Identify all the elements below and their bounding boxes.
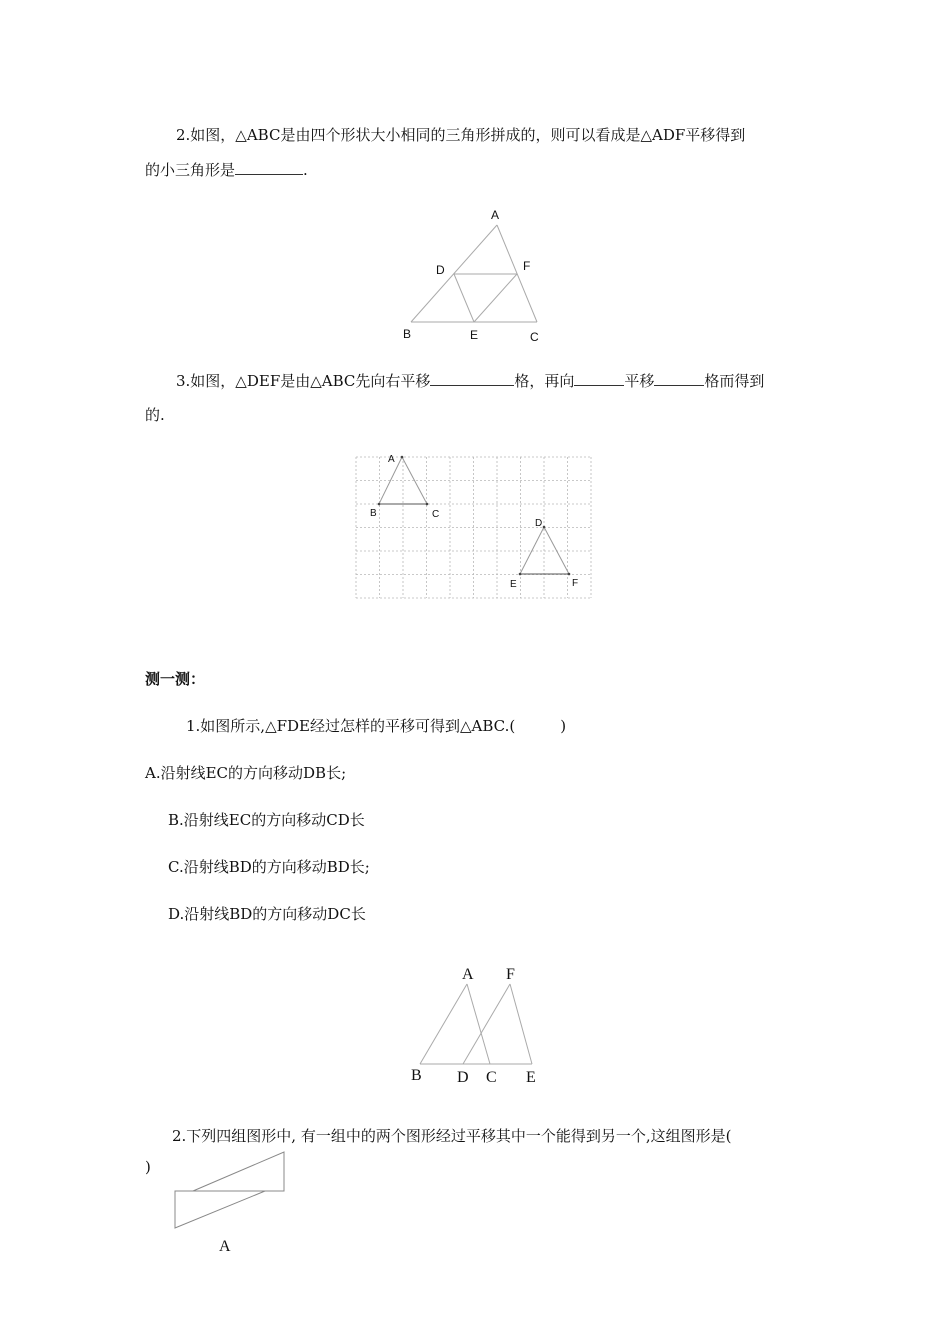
q2-line1: 2.如图，△ABC是由四个形状大小相同的三角形拼成的，则可以看成是△ADF平移得到 bbox=[176, 126, 746, 144]
lower-triangle bbox=[175, 1191, 265, 1228]
test-heading: 测一测： bbox=[145, 670, 206, 688]
label-d: D bbox=[457, 1069, 469, 1086]
q3-grid-figure bbox=[350, 450, 600, 610]
test-q2-line1: 2.下列四组图形中, 有一组中的两个图形经过平移其中一个能得到另一个,这组图形是( bbox=[172, 1127, 732, 1145]
label-c: C bbox=[432, 509, 440, 520]
upper-triangle bbox=[193, 1152, 284, 1191]
option-b[interactable]: B.沿射线EC的方向移动CD长 bbox=[168, 811, 365, 829]
test-q2-option-a-figure[interactable] bbox=[165, 1145, 295, 1260]
segment-df bbox=[544, 527, 569, 574]
point-d bbox=[543, 526, 546, 529]
label-d: D bbox=[436, 263, 445, 277]
label-c: C bbox=[530, 330, 539, 344]
point-c bbox=[426, 503, 429, 506]
label-f: F bbox=[523, 259, 531, 273]
q2-answer-blank[interactable] bbox=[235, 156, 303, 175]
label-a: A bbox=[491, 208, 500, 222]
label-e: E bbox=[526, 1069, 536, 1086]
side-ab bbox=[420, 984, 467, 1064]
point-e bbox=[519, 573, 522, 576]
q2-line2-suffix: . bbox=[303, 161, 308, 179]
q3-part4: 格而得到 bbox=[704, 372, 765, 390]
segment-de bbox=[520, 527, 544, 574]
test-q1-stem: 1.如图所示,△FDE经过怎样的平移可得到△ABC.( ) bbox=[186, 717, 567, 735]
q3-part1: 3.如图，△DEF是由△ABC先向右平移 bbox=[176, 372, 431, 390]
test-q1-figure bbox=[400, 960, 550, 1090]
segment-de bbox=[454, 274, 474, 322]
test-q2-line2: ) bbox=[145, 1158, 151, 1176]
option-d[interactable]: D.沿射线BD的方向移动DC长 bbox=[168, 905, 366, 923]
q3-blank-3[interactable] bbox=[654, 367, 704, 386]
label-a: A bbox=[462, 966, 474, 983]
label-c: C bbox=[486, 1069, 497, 1086]
point-a bbox=[401, 456, 404, 459]
q2-line2 bbox=[145, 155, 308, 185]
point-b bbox=[378, 503, 381, 506]
q3-blank-2[interactable] bbox=[574, 367, 624, 386]
option-c[interactable]: C.沿射线BD的方向移动BD长; bbox=[168, 858, 370, 876]
label-a: A bbox=[388, 454, 395, 465]
segment-fe bbox=[474, 274, 517, 322]
label-f: F bbox=[506, 966, 515, 983]
label-d: D bbox=[535, 518, 543, 529]
label-f: F bbox=[572, 578, 579, 589]
label-b: B bbox=[403, 327, 412, 341]
option-a[interactable]: A.沿射线EC的方向移动DB长; bbox=[145, 764, 347, 782]
label-b: B bbox=[370, 508, 377, 519]
option-a-label: A bbox=[219, 1238, 231, 1255]
q3-part3: 平移 bbox=[624, 372, 655, 390]
q3-blank-1[interactable] bbox=[430, 367, 514, 386]
q3-line1 bbox=[176, 366, 764, 396]
point-f bbox=[568, 573, 571, 576]
label-b: B bbox=[411, 1067, 422, 1084]
label-e: E bbox=[470, 328, 479, 342]
q2-line2-prefix: 的小三角形是 bbox=[145, 161, 236, 179]
q3-line2: 的. bbox=[145, 406, 165, 424]
label-e: E bbox=[510, 579, 517, 590]
q2-triangle-figure bbox=[395, 205, 555, 345]
q3-part2: 格，再向 bbox=[514, 372, 575, 390]
side-fe bbox=[510, 984, 532, 1064]
